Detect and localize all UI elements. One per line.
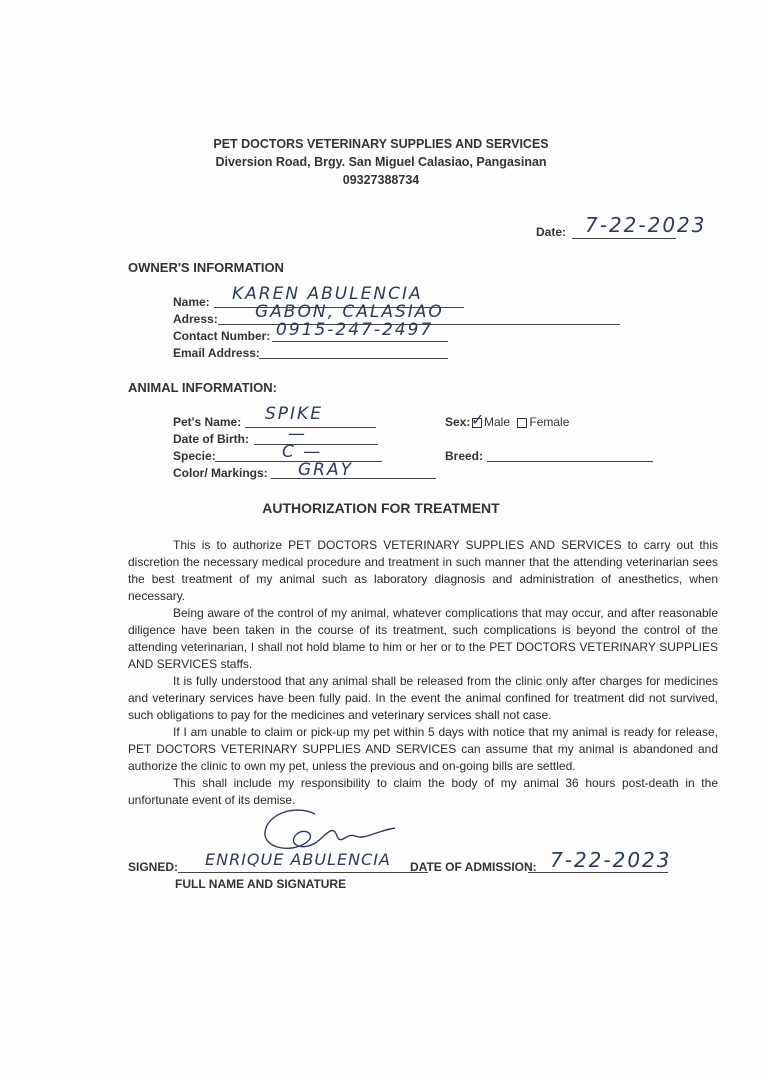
clinic-phone: 09327388734: [342, 173, 420, 187]
admission-date-label: DATE OF ADMISSION:: [410, 860, 537, 874]
color-label: Color/ Markings:: [173, 466, 268, 480]
color-line: [271, 478, 436, 479]
owner-name-label: Name:: [173, 295, 210, 309]
female-option-label: Female: [529, 415, 570, 429]
male-checkbox[interactable]: [471, 411, 485, 429]
female-checkbox[interactable]: [517, 418, 527, 428]
authorization-paragraph: If I am unable to claim or pick-up my pet within 5 days with notice that my animal is ready for release, PET DOCTORS VETERINARY SUPPLIES AND SERVICES can assume that my animal is abandoned and authorize the clinic to own my pet, unless the previous and on-going bills are settled.: [128, 725, 718, 773]
dob-value[interactable]: —: [288, 424, 307, 444]
checkmark-icon: ✓: [471, 411, 485, 429]
owner-contact-label: Contact Number:: [173, 329, 271, 343]
owner-contact-value[interactable]: 0915-247-2497: [276, 320, 434, 340]
dob-label: Date of Birth:: [173, 432, 249, 446]
owner-name-value[interactable]: KAREN ABULENCIA: [232, 284, 423, 304]
owner-section-title: OWNER'S INFORMATION: [128, 260, 284, 275]
owner-address-value[interactable]: GABON, CALASIAO: [255, 302, 444, 322]
owner-address-label: Adress:: [173, 312, 218, 326]
signed-line: [178, 872, 428, 873]
breed-label: Breed:: [445, 449, 484, 463]
authorization-paragraph: This is to authorize PET DOCTORS VETERINARY SUPPLIES AND SERVICES to carry out this discretion the necessary medical procedure and treatment in such manner that the attending veterinarian sees the best treatment of my animal such as laboratory diagnosis and administration of anesthetics, when necessary.: [128, 538, 718, 603]
owner-contact-line: [272, 341, 448, 342]
admission-date-line: [528, 872, 668, 873]
breed-line: [487, 461, 653, 462]
animal-section-title: ANIMAL INFORMATION:: [128, 380, 277, 395]
admission-date-value[interactable]: 7-22-2023: [550, 848, 672, 872]
authorization-paragraph: Being aware of the control of my animal, whatever complications that may occur, and after reasonable diligence have been taken in the course of its treatment, such complications is beyond the control of the attending veterinarian, I shall not hold blame to him or her or to the PET DOCTORS VETERINARY SUPPLIES AND SERVICES staffs.: [128, 606, 718, 671]
sex-options: [471, 411, 570, 429]
pet-name-label: Pet's Name:: [173, 415, 242, 429]
authorization-title: AUTHORIZATION FOR TREATMENT: [262, 500, 500, 516]
male-option-label: Male: [484, 415, 511, 429]
signed-label: SIGNED:: [128, 860, 179, 874]
owner-email-line: [259, 358, 448, 359]
date-line: [572, 238, 676, 239]
authorization-paragraph: It is fully understood that any animal shall be released from the clinic only after charges for medicines and veterinary services have been fully paid. In the event the animal confined for treatment did not survived, such obligations to pay for the medicines and veterinary services shall not case.: [128, 674, 718, 722]
authorization-body: [128, 537, 718, 809]
owner-email-label: Email Address:: [173, 346, 260, 360]
full-name-label: FULL NAME AND SIGNATURE: [175, 877, 347, 891]
clinic-address: Diversion Road, Brgy. San Miguel Calasiao, Pangasinan: [215, 155, 547, 169]
authorization-paragraph: This shall include my responsibility to claim the body of my animal 36 hours post-death in the unfortunate event of its demise.: [128, 776, 718, 807]
specie-value[interactable]: C —: [282, 442, 323, 462]
pet-name-line: [245, 427, 376, 428]
specie-label: Specie:: [173, 449, 216, 463]
sex-label: Sex:: [445, 415, 471, 429]
signed-value[interactable]: ENRIQUE ABULENCIA: [205, 850, 391, 869]
date-label: Date:: [536, 225, 567, 239]
clinic-name: PET DOCTORS VETERINARY SUPPLIES AND SERVICES: [213, 137, 549, 151]
pet-name-value[interactable]: SPIKE: [265, 404, 323, 424]
date-value[interactable]: 7-22-2023: [585, 213, 707, 237]
color-value[interactable]: GRAY: [298, 460, 353, 480]
